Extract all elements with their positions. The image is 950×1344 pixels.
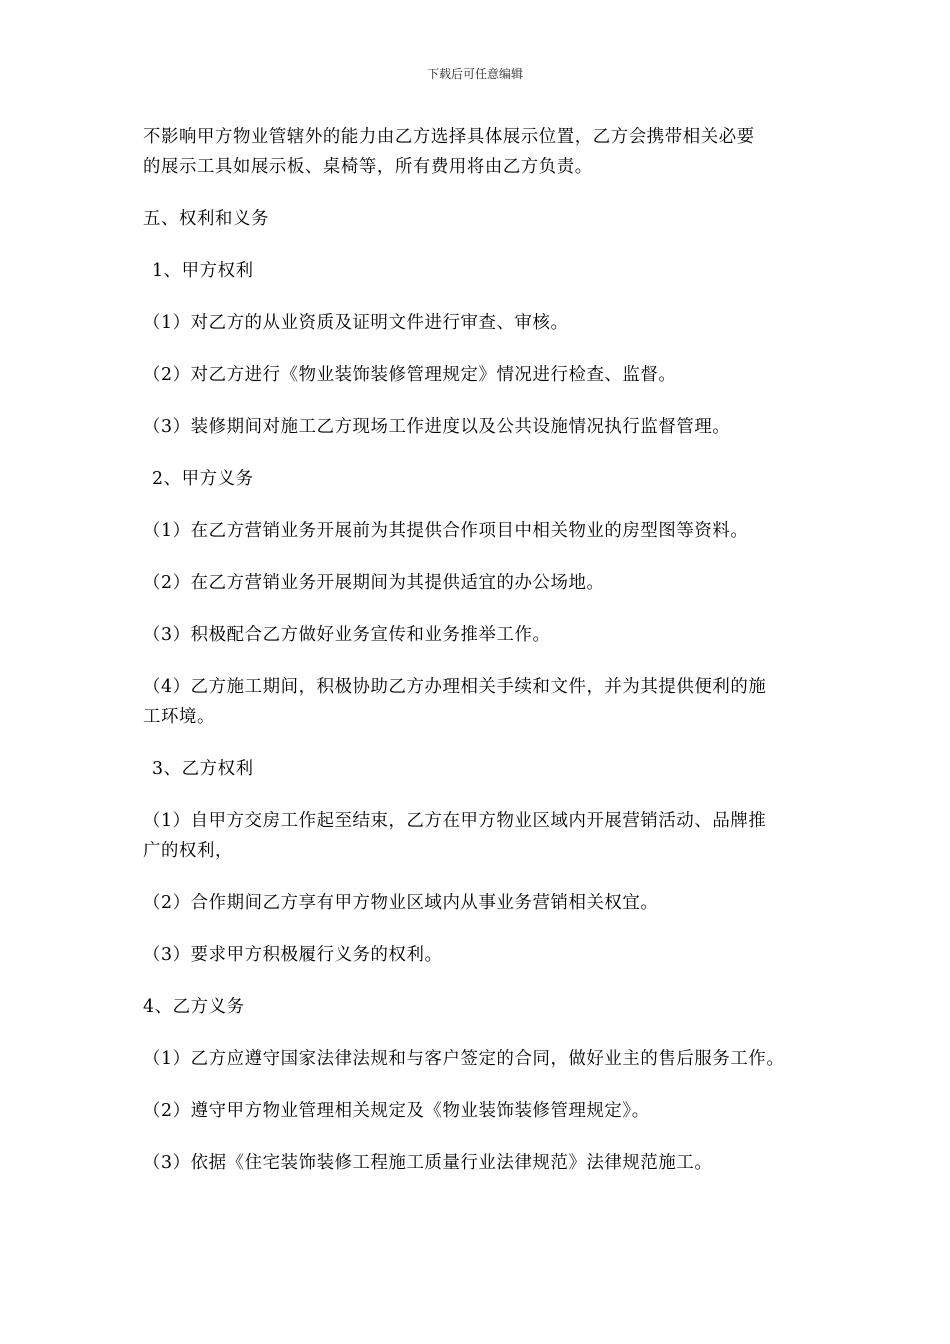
text-line: 4、乙方义务	[143, 997, 245, 1017]
text-line: （3）依据《住宅装饰装修工程施工质量行业法律规范》法律规范施工。	[143, 1153, 713, 1173]
list-item	[143, 806, 818, 866]
text-line: （1）自甲方交房工作起至结束，乙方在甲方物业区域内开展营销活动、品牌推	[143, 811, 767, 831]
text-line: （2）遵守甲方物业管理相关规定及《物业装饰装修管理规定》。	[143, 1101, 650, 1121]
text-line: （2）合作期间乙方享有甲方物业区域内从事业务营销相关权宜。	[143, 893, 659, 913]
text-line: （3）要求甲方积极履行义务的权利。	[143, 945, 443, 965]
text-line: （1）在乙方营销业务开展前为其提供合作项目中相关物业的房型图等资料。	[143, 521, 749, 541]
text-line: （3）积极配合乙方做好业务宣传和业务推举工作。	[143, 625, 551, 645]
list-item	[143, 1148, 818, 1178]
list-item	[143, 308, 818, 338]
subheading-party-b-obligations	[143, 992, 818, 1022]
subheading-party-a-rights	[143, 256, 818, 286]
subheading-party-a-obligations	[143, 464, 818, 494]
list-item	[143, 412, 818, 442]
text-line: 3、乙方权利	[152, 759, 254, 779]
page-header: 下载后可任意编辑	[426, 67, 523, 81]
text-line: 五、权利和义务	[143, 209, 269, 229]
list-item	[143, 516, 818, 546]
text-line: 2、甲方义务	[152, 469, 254, 489]
text-line: （4）乙方施工期间，积极协助乙方办理相关手续和文件，并为其提供便利的施	[143, 677, 767, 697]
text-line: 广的权利，	[143, 841, 233, 861]
text-line: （3）装修期间对施工乙方现场工作进度以及公共设施情况执行监督管理。	[143, 417, 731, 437]
paragraph-display-arrangement	[143, 122, 818, 182]
subheading-party-b-rights	[143, 754, 818, 784]
list-item	[143, 940, 818, 970]
text-line: 不影响甲方物业管辖外的能力由乙方选择具体展示位置，乙方会携带相关必要	[143, 127, 755, 147]
list-item	[143, 672, 818, 732]
list-item	[143, 888, 818, 918]
text-line: （2）在乙方营销业务开展期间为其提供适宜的办公场地。	[143, 573, 605, 593]
list-item	[143, 1044, 818, 1074]
text-line: 1、甲方权利	[152, 261, 254, 281]
text-line: 的展示工具如展示板、桌椅等，所有费用将由乙方负责。	[143, 157, 593, 177]
text-line: 工环境。	[143, 707, 215, 727]
list-item	[143, 1096, 818, 1126]
text-line: （1）对乙方的从业资质及证明文件进行审查、审核。	[143, 313, 569, 333]
document-body	[143, 122, 818, 1200]
list-item	[143, 620, 818, 650]
list-item	[143, 568, 818, 598]
text-line: （2）对乙方进行《物业装饰装修管理规定》情况进行检查、监督。	[143, 365, 677, 385]
text-line: （1）乙方应遵守国家法律法规和与客户签定的合同，做好业主的售后服务工作。	[143, 1049, 785, 1069]
section-heading-rights-obligations	[143, 204, 818, 234]
list-item	[143, 360, 818, 390]
